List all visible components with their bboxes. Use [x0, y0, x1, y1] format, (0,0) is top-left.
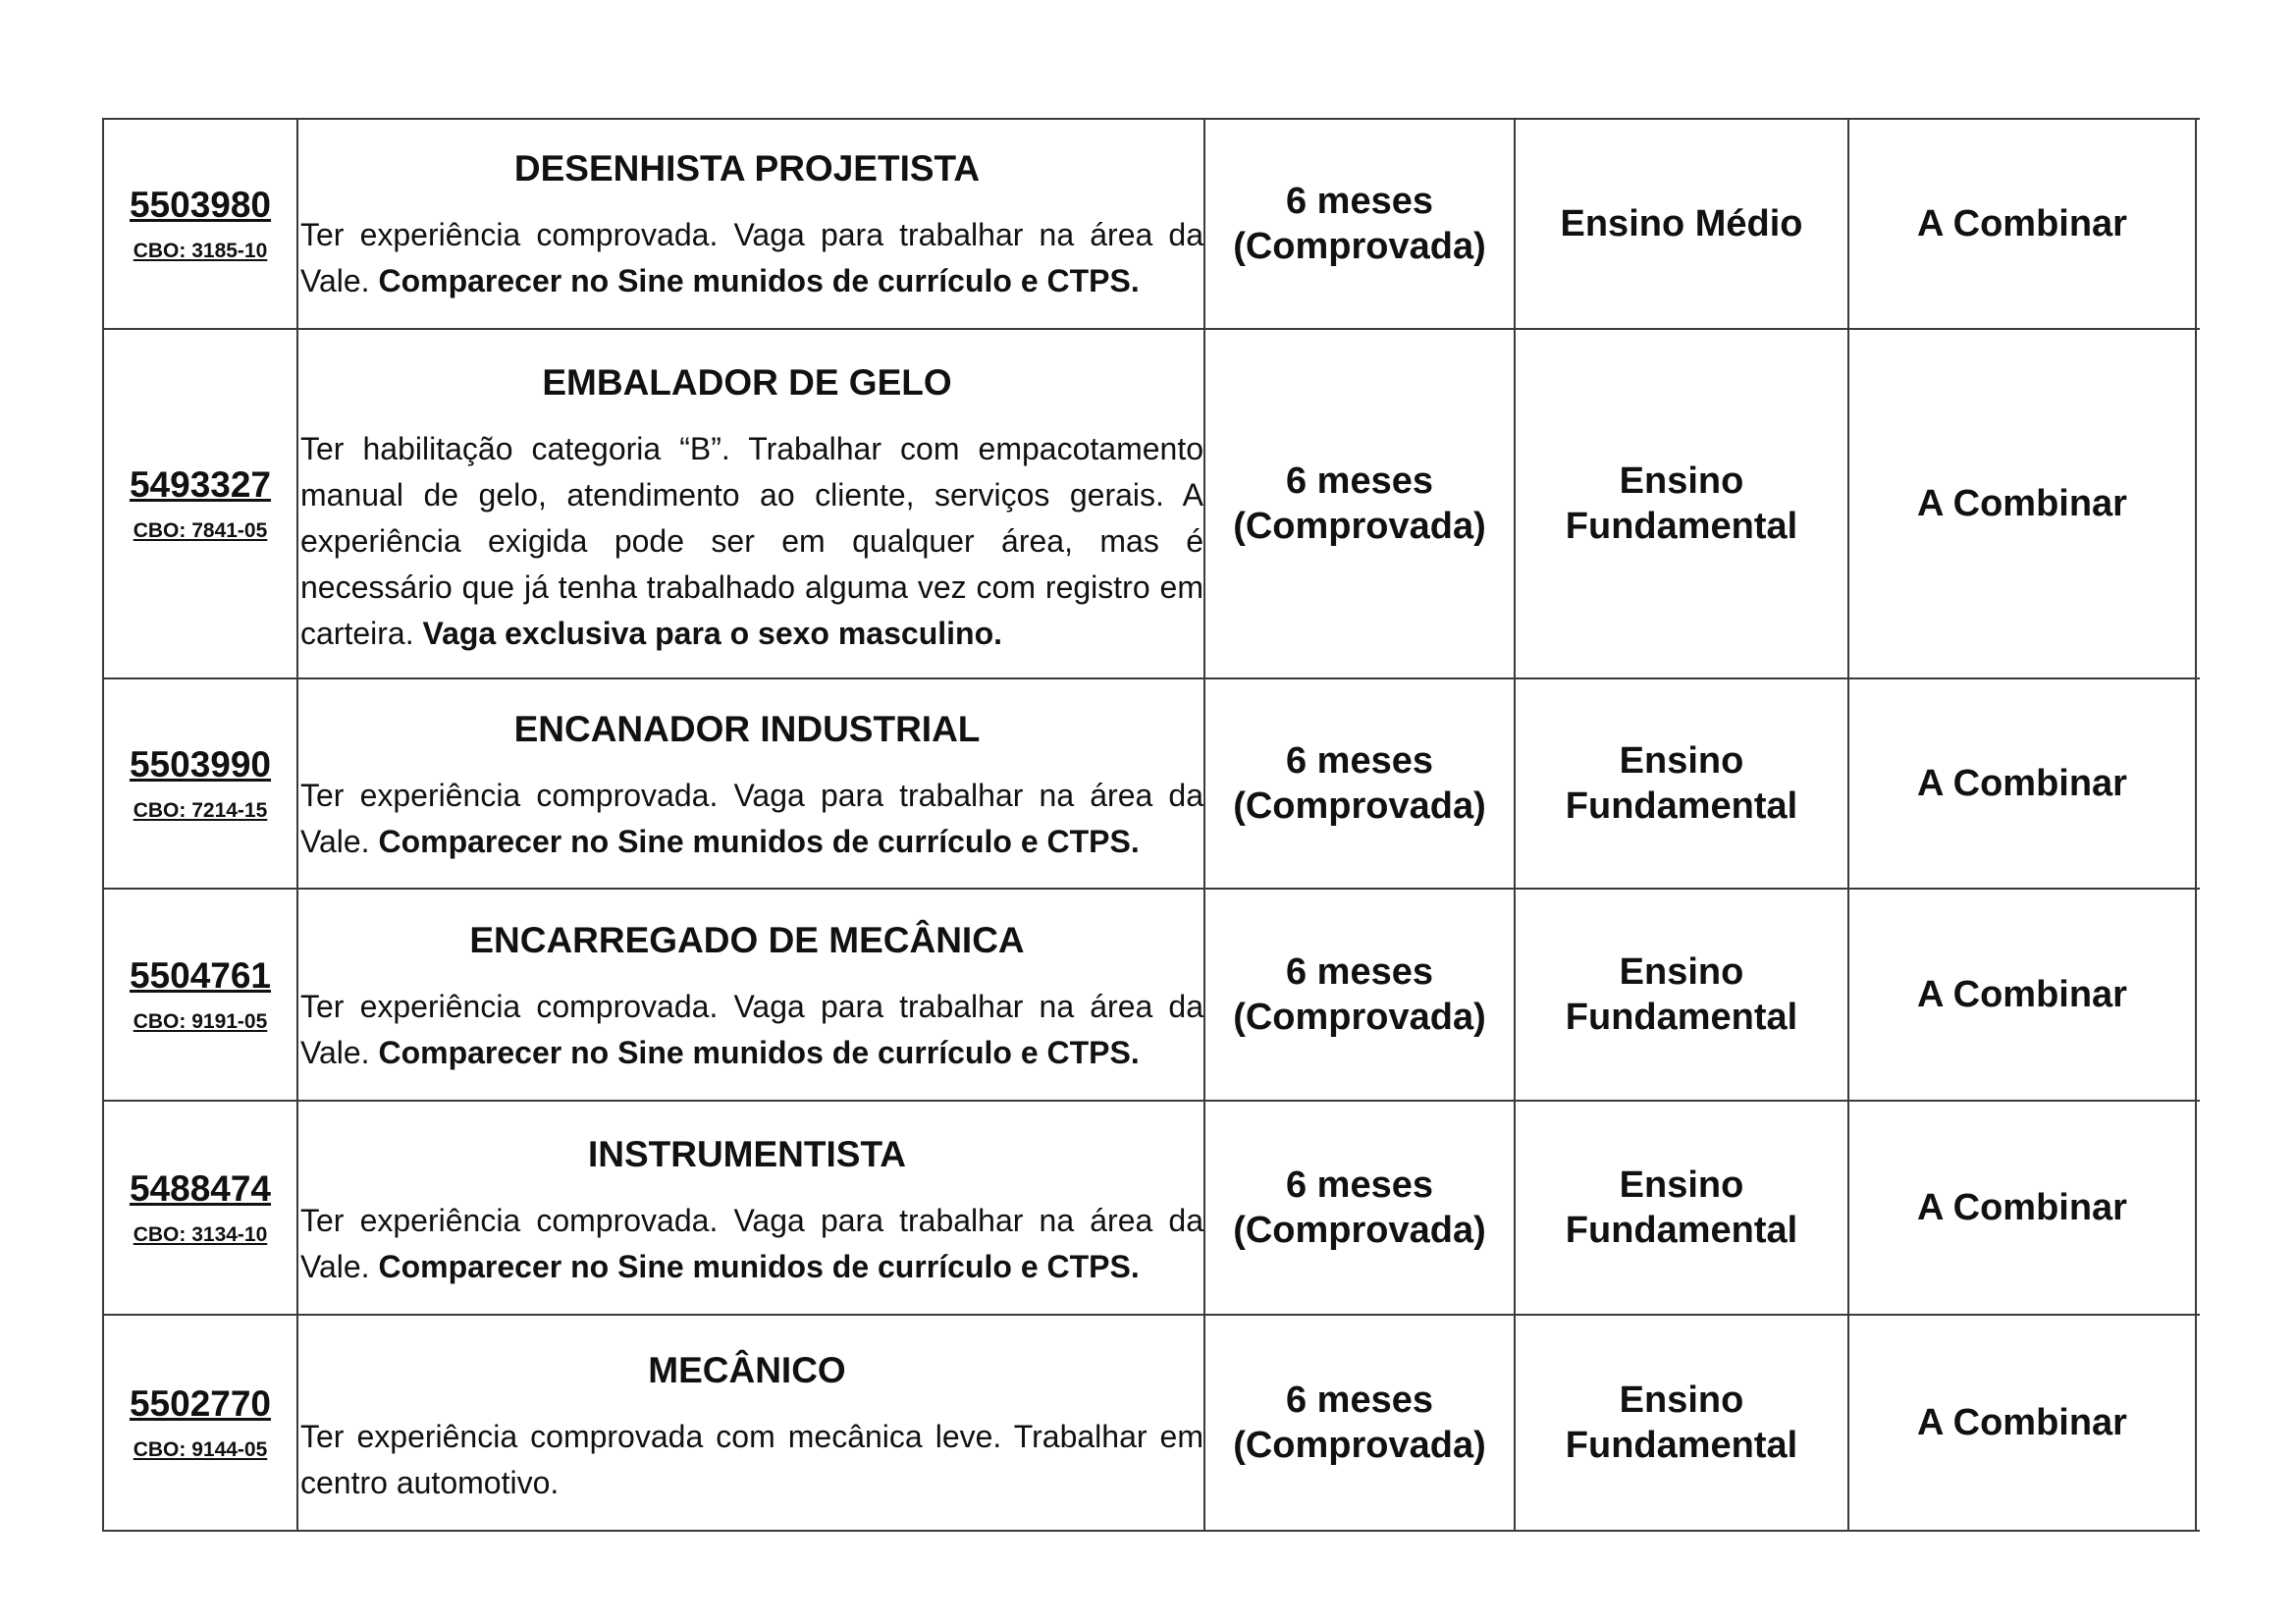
- job-education: [1515, 1315, 1848, 1531]
- job-code-cell: [103, 1315, 297, 1531]
- job-experience: [1204, 678, 1515, 889]
- experience-duration: 6 meses: [1285, 460, 1433, 502]
- job-code-cell: [103, 678, 297, 889]
- job-description-cell: [297, 889, 1204, 1101]
- job-description-bold: Comparecer no Sine munidos de currículo e CTPS.: [378, 1035, 1140, 1070]
- experience-type: (Comprovada): [1233, 506, 1486, 547]
- job-title: INSTRUMENTISTA: [587, 1134, 907, 1174]
- table-row: [103, 889, 2200, 1101]
- job-code: 5488474: [129, 1168, 272, 1209]
- job-description-bold: Vaga exclusiva para o sexo masculino.: [422, 615, 1002, 651]
- table-edge: [2196, 1315, 2200, 1531]
- job-title: MECÂNICO: [648, 1350, 846, 1390]
- job-cbo: CBO: 7214-15: [133, 799, 268, 822]
- job-title: EMBALADOR DE GELO: [542, 361, 952, 403]
- job-code: 5503990: [129, 744, 272, 785]
- job-description-text: Ter experiência comprovada. Vaga para trabalhar na área da Vale.: [300, 217, 1203, 298]
- job-education: [1515, 678, 1848, 889]
- job-description: [300, 984, 1203, 1076]
- experience-duration: 6 meses: [1285, 951, 1433, 993]
- job-cbo: CBO: 9191-05: [133, 1010, 268, 1033]
- job-description-cell: [297, 1101, 1204, 1315]
- job-code: 5502770: [129, 1383, 272, 1424]
- job-education: [1515, 1101, 1848, 1315]
- job-education: [1515, 889, 1848, 1101]
- job-listings-table: [102, 118, 2200, 1532]
- table-edge: [2196, 1101, 2200, 1315]
- job-description-text: Ter experiência comprovada. Vaga para trabalhar na área da Vale.: [300, 989, 1203, 1070]
- job-salary: A Combinar: [1848, 1101, 2196, 1315]
- job-description-text: Ter experiência comprovada. Vaga para trabalhar na área da Vale.: [300, 778, 1203, 859]
- job-salary: A Combinar: [1848, 889, 2196, 1101]
- job-code-cell: [103, 1101, 297, 1315]
- job-code-cell: [103, 889, 297, 1101]
- job-description-bold: Comparecer no Sine munidos de currículo e CTPS.: [378, 1249, 1140, 1284]
- job-title: ENCARREGADO DE MECÂNICA: [469, 920, 1025, 960]
- education-level: Ensino: [1619, 460, 1744, 502]
- table-edge: [2196, 678, 2200, 889]
- job-description-text: Ter habilitação categoria “B”. Trabalhar com empacotamento manual de gelo, atendimento ao cliente, serviços gerais. A experiência exigida pode ser em qualquer área, mas é necessário que já tenha trabalhado alguma vez com registro em carteira.: [300, 430, 1203, 651]
- job-description: [300, 212, 1203, 304]
- education-level-detail: Fundamental: [1565, 785, 1798, 827]
- table-row: [103, 329, 2200, 678]
- job-education: [1515, 119, 1848, 329]
- job-code-cell: [103, 119, 297, 329]
- job-experience: [1204, 1315, 1515, 1531]
- job-title: DESENHISTA PROJETISTA: [513, 148, 981, 189]
- education-level: Ensino: [1619, 740, 1744, 782]
- experience-type: (Comprovada): [1233, 226, 1486, 267]
- job-cbo: CBO: 7841-05: [133, 519, 268, 542]
- education-level-detail: Fundamental: [1565, 506, 1798, 547]
- job-description: [300, 426, 1203, 657]
- job-code-cell: [103, 329, 297, 678]
- job-description: [300, 1198, 1203, 1290]
- job-education: [1515, 329, 1848, 678]
- experience-duration: 6 meses: [1285, 181, 1433, 222]
- job-description-cell: [297, 678, 1204, 889]
- job-description-bold: Comparecer no Sine munidos de currículo e CTPS.: [378, 824, 1140, 859]
- table-row: [103, 1101, 2200, 1315]
- education-level: Ensino Médio: [1560, 203, 1803, 244]
- job-description-cell: [297, 119, 1204, 329]
- job-description: [300, 773, 1203, 865]
- experience-duration: 6 meses: [1285, 1164, 1433, 1206]
- job-code: 5493327: [129, 464, 272, 505]
- job-salary: A Combinar: [1848, 119, 2196, 329]
- experience-type: (Comprovada): [1233, 1210, 1486, 1251]
- table-edge: [2196, 889, 2200, 1101]
- education-level-detail: Fundamental: [1565, 1210, 1798, 1251]
- job-description: [300, 1414, 1203, 1506]
- job-experience: [1204, 119, 1515, 329]
- experience-duration: 6 meses: [1285, 1380, 1433, 1421]
- job-cbo: CBO: 3134-10: [133, 1223, 268, 1246]
- job-salary: A Combinar: [1848, 329, 2196, 678]
- job-cbo: CBO: 9144-05: [133, 1438, 268, 1461]
- experience-type: (Comprovada): [1233, 1425, 1486, 1466]
- education-level: Ensino: [1619, 1380, 1744, 1421]
- job-code: 5503980: [129, 185, 272, 225]
- table-row: [103, 1315, 2200, 1531]
- job-cbo: CBO: 3185-10: [133, 240, 268, 262]
- table-row: [103, 678, 2200, 889]
- job-description-cell: [297, 329, 1204, 678]
- job-title: ENCANADOR INDUSTRIAL: [513, 709, 981, 749]
- job-salary: A Combinar: [1848, 678, 2196, 889]
- job-salary: A Combinar: [1848, 1315, 2196, 1531]
- job-description-cell: [297, 1315, 1204, 1531]
- job-experience: [1204, 889, 1515, 1101]
- education-level-detail: Fundamental: [1565, 1425, 1798, 1466]
- job-experience: [1204, 329, 1515, 678]
- experience-type: (Comprovada): [1233, 997, 1486, 1038]
- education-level: Ensino: [1619, 1164, 1744, 1206]
- table-edge: [2196, 329, 2200, 678]
- job-description-bold: Comparecer no Sine munidos de currículo e CTPS.: [378, 263, 1140, 298]
- experience-type: (Comprovada): [1233, 785, 1486, 827]
- table-row: [103, 119, 2200, 329]
- job-description-text: Ter experiência comprovada. Vaga para trabalhar na área da Vale.: [300, 1203, 1203, 1284]
- job-description-text: Ter experiência comprovada com mecânica leve. Trabalhar em centro automotivo.: [300, 1419, 1203, 1500]
- education-level: Ensino: [1619, 951, 1744, 993]
- job-code: 5504761: [129, 955, 272, 996]
- table-edge: [2196, 119, 2200, 329]
- experience-duration: 6 meses: [1285, 740, 1433, 782]
- education-level-detail: Fundamental: [1565, 997, 1798, 1038]
- job-experience: [1204, 1101, 1515, 1315]
